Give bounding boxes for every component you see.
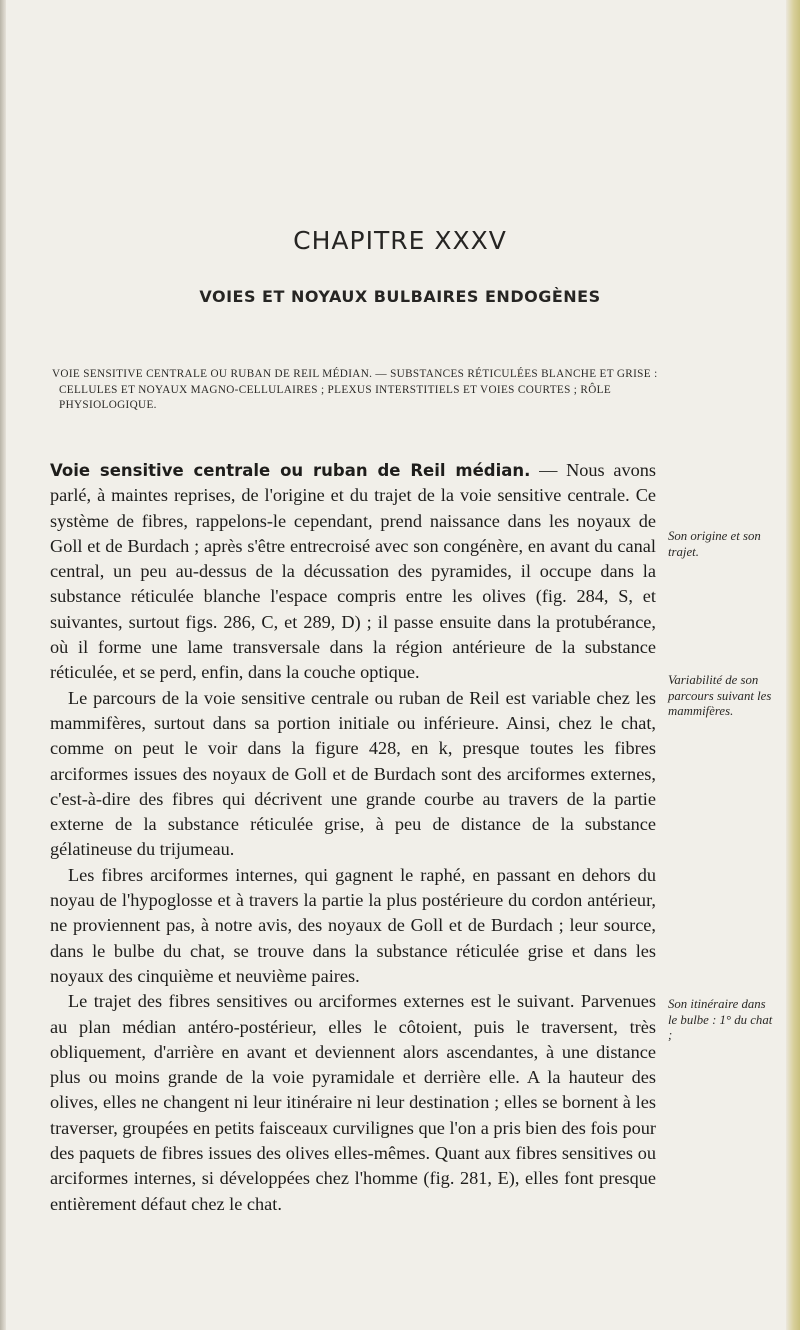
margin-note-itinerary: Son itinéraire dans le bulbe : 1° du chat ; [668, 997, 773, 1043]
paragraph-1-text: — Nous avons parlé, à maintes reprises, de l'origine et du trajet de la voie sensitive centrale. Ce système de fibres, rappelons-le cependant, prend naissance dans les noyaux de Goll et de Burdach ; après s'être entrecroisé avec son congénère, en avant du canal central, un peu au-dessus de la décussation des pyramides, il occupe dans la substance réticulée blanche l'espace compris entre les olives (fig. 284, S, et suivantes, surtout figs. 286, C, et 289, D) ; il passe ensuite dans la protubérance, où il forme une lame transversale dans la région antérieure de la substance réticulée, et se perd, enfin, dans la couche optique. [50, 460, 656, 683]
paragraph-3: Les fibres arciformes internes, qui gagnent le raphé, en passant en dehors du noyau de l'hypoglosse et à travers la partie la plus postérieure du cordon antérieur, ne proviennent pas, à notre avis, des noyaux de Goll et de Burdach ; leur source, dans le bulbe du chat, se trouve dans la substance réticulée grise et dans les noyaux des cinquième et neuvième paires. [50, 864, 656, 986]
margin-note-variability: Variabilité de son parcours suivant les mammifères. [668, 673, 772, 719]
section-title: VOIES ET NOYAUX BULBAIRES ENDOGÈNES [199, 287, 601, 306]
paragraph-lead: Voie sensitive centrale ou ruban de Reil médian. [50, 461, 531, 480]
chapter-summary: VOIE SENSITIVE CENTRALE OU RUBAN DE REIL MÉDIAN. — SUBSTANCES RÉTICULÉES BLANCHE ET GRISE : CELLULES ET NOYAUX MAGNO-CELLULAIRES ; PLEXUS INTERSTITIELS ET VOIES COURTES ; RÔLE PHYSIOLOGIQUE. [52, 368, 658, 411]
paragraph-4: Le trajet des fibres sensitives ou arciformes externes est le suivant. Parvenues au plan médian antéro-postérieur, elles le côtoient, puis le traversent, très obliquement, d'arrière en avant et deviennent alors ascendantes, à une distance plus ou moins grande de la voie pyramidale et derrière elle. A la hauteur des olives, elles ne changent ni leur itinéraire ni leur destination ; elles se bornent à les traverser, groupées en petits faisceaux curvilignes que l'on a pris bien des fois pour des paquets de fibres issues des olives elles-mêmes. Quant aux fibres sensitives ou arciformes internes, si développées chez l'homme (fig. 281, E), elles font presque entièrement défaut chez le chat. [50, 991, 656, 1214]
margin-note-origin: Son origine et son trajet. [668, 529, 761, 559]
chapter-title: CHAPITRE XXXV [293, 226, 507, 255]
paragraph-1 [50, 458, 656, 686]
page-left-edge [0, 0, 6, 1330]
paragraph-2: Le parcours de la voie sensitive centrale ou ruban de Reil est variable chez les mammifères, surtout dans sa portion initiale ou inférieure. Ainsi, chez le chat, comme on peut le voir dans la figure 428, en k, presque toutes les fibres arciformes issues des noyaux de Goll et de Burdach sont des arciformes externes, c'est-à-dire des fibres qui décrivent une grande courbe au travers de la partie externe de la substance réticulée grise, à peu de distance de la substance gélatineuse du trijumeau. [50, 687, 656, 860]
main-text [50, 458, 656, 1217]
page-right-edge [786, 0, 800, 1330]
